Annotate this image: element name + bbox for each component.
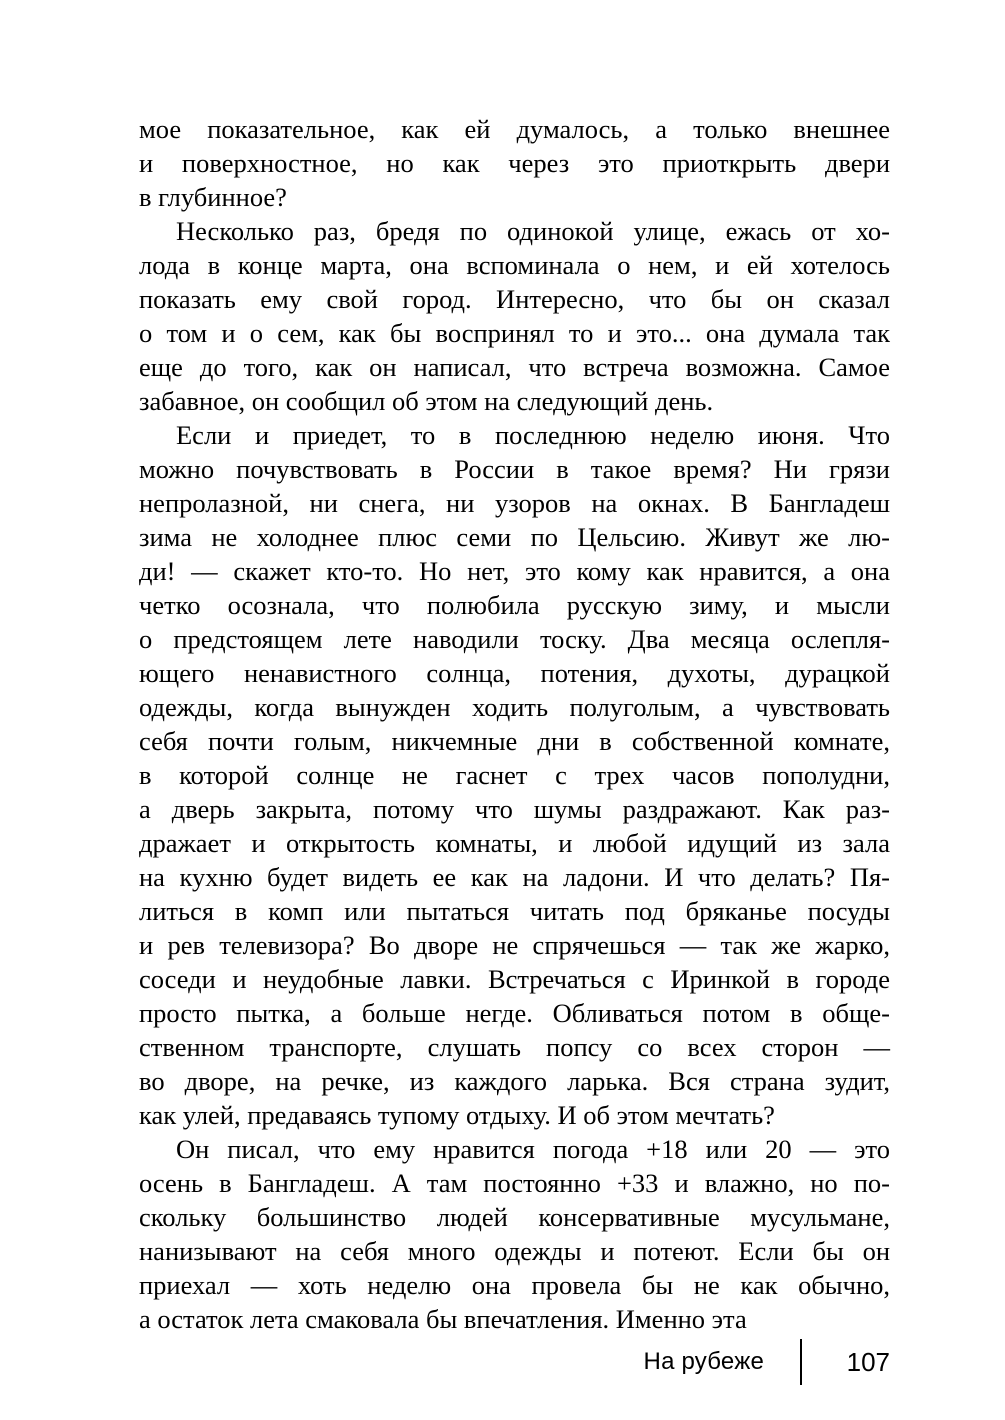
text-line: забавное, он сообщил об этом на следующий день.: [139, 386, 714, 416]
text-line: Он писал, что ему нравится погода +18 или 20 — это: [176, 1134, 890, 1164]
text-line: соседи и неудобные лавки. Встречаться с Иринкой в городе: [139, 964, 890, 994]
footer-inner: [644, 1336, 890, 1388]
running-head: На рубеже: [643, 1348, 764, 1375]
text-line: осень в Бангладеш. А там постоянно +33 и влажно, но по-: [139, 1168, 890, 1198]
text-line: можно почувствовать в России в такое время? Ни грязи: [139, 454, 890, 484]
text-line: ди! — скажет кто-то. Но нет, это кому как нравится, а она: [139, 556, 890, 586]
paragraph-2: [139, 214, 890, 418]
text-line: в глубинное?: [139, 182, 287, 212]
text-line: и рев телевизора? Во дворе не спрячешься — так же жарко,: [139, 930, 890, 960]
text-line: показать ему свой город. Интересно, что бы он сказал: [139, 284, 890, 314]
text-line: дражает и открытость комнаты, и любой идущий из зала: [139, 828, 890, 858]
body-text-block: [139, 112, 890, 1336]
text-line: а остаток лета смаковала бы впечатления. Именно эта: [139, 1304, 747, 1334]
text-line: литься в комп или пытаться читать под бряканье посуды: [139, 896, 890, 926]
paragraph-1: [139, 112, 890, 214]
text-line: мое показательное, как ей думалось, а только внешнее: [139, 114, 890, 144]
text-line: ственном транспорте, слушать попсу со всех сторон —: [139, 1032, 890, 1062]
page-footer: [0, 1336, 1005, 1396]
text-line: Если и приедет, то в последнюю неделю июня. Что: [176, 420, 890, 450]
text-line: зима не холоднее плюс семи по Цельсию. Живут же лю-: [139, 522, 890, 552]
text-line: и поверхностное, но как через это приоткрыть двери: [139, 148, 890, 178]
text-line: на кухню будет видеть ее как на ладони. И что делать? Пя-: [139, 862, 890, 892]
text-line: лода в конце марта, она вспоминала о нем, и ей хотелось: [139, 250, 890, 280]
footer-divider-rule: [800, 1339, 802, 1385]
text-line: просто пытка, а больше негде. Обливаться потом в обще-: [139, 998, 890, 1028]
text-line: как улей, предаваясь тупому отдыху. И об этом мечтать?: [139, 1100, 775, 1130]
text-line: в которой солнце не гаснет с трех часов пополудни,: [139, 760, 890, 790]
text-line: себя почти голым, никчемные дни в собственной комнате,: [139, 726, 890, 756]
text-line: приехал — хоть неделю она провела бы не как обычно,: [139, 1270, 890, 1300]
text-line: ющего ненавистного солнца, потения, духоты, дурацкой: [139, 658, 890, 688]
page-number: 107: [846, 1346, 890, 1377]
text-line: скольку большинство людей консервативные мусульмане,: [139, 1202, 890, 1232]
text-line: о том и о сем, как бы воспринял то и это... она думала так: [139, 318, 890, 348]
text-line: во дворе, на речке, из каждого ларька. Вся страна зудит,: [139, 1066, 890, 1096]
text-line: четко осознала, что полюбила русскую зиму, и мысли: [139, 590, 890, 620]
text-line: нанизывают на себя много одежды и потеют. Если бы он: [139, 1236, 890, 1266]
text-line: непролазной, ни снега, ни узоров на окнах. В Бангладеш: [139, 488, 890, 518]
text-line: о предстоящем лете наводили тоску. Два месяца ослепля-: [139, 624, 890, 654]
paragraph-4: [139, 1132, 890, 1336]
text-line: Несколько раз, бредя по одинокой улице, ежась от хо-: [176, 216, 890, 246]
text-line: одежды, когда вынужден ходить полуголым, а чувствовать: [139, 692, 890, 722]
paragraph-3: [139, 418, 890, 1132]
text-line: еще до того, как он написал, что встреча возможна. Самое: [139, 352, 890, 382]
text-line: а дверь закрыта, потому что шумы раздражают. Как раз-: [139, 794, 890, 824]
